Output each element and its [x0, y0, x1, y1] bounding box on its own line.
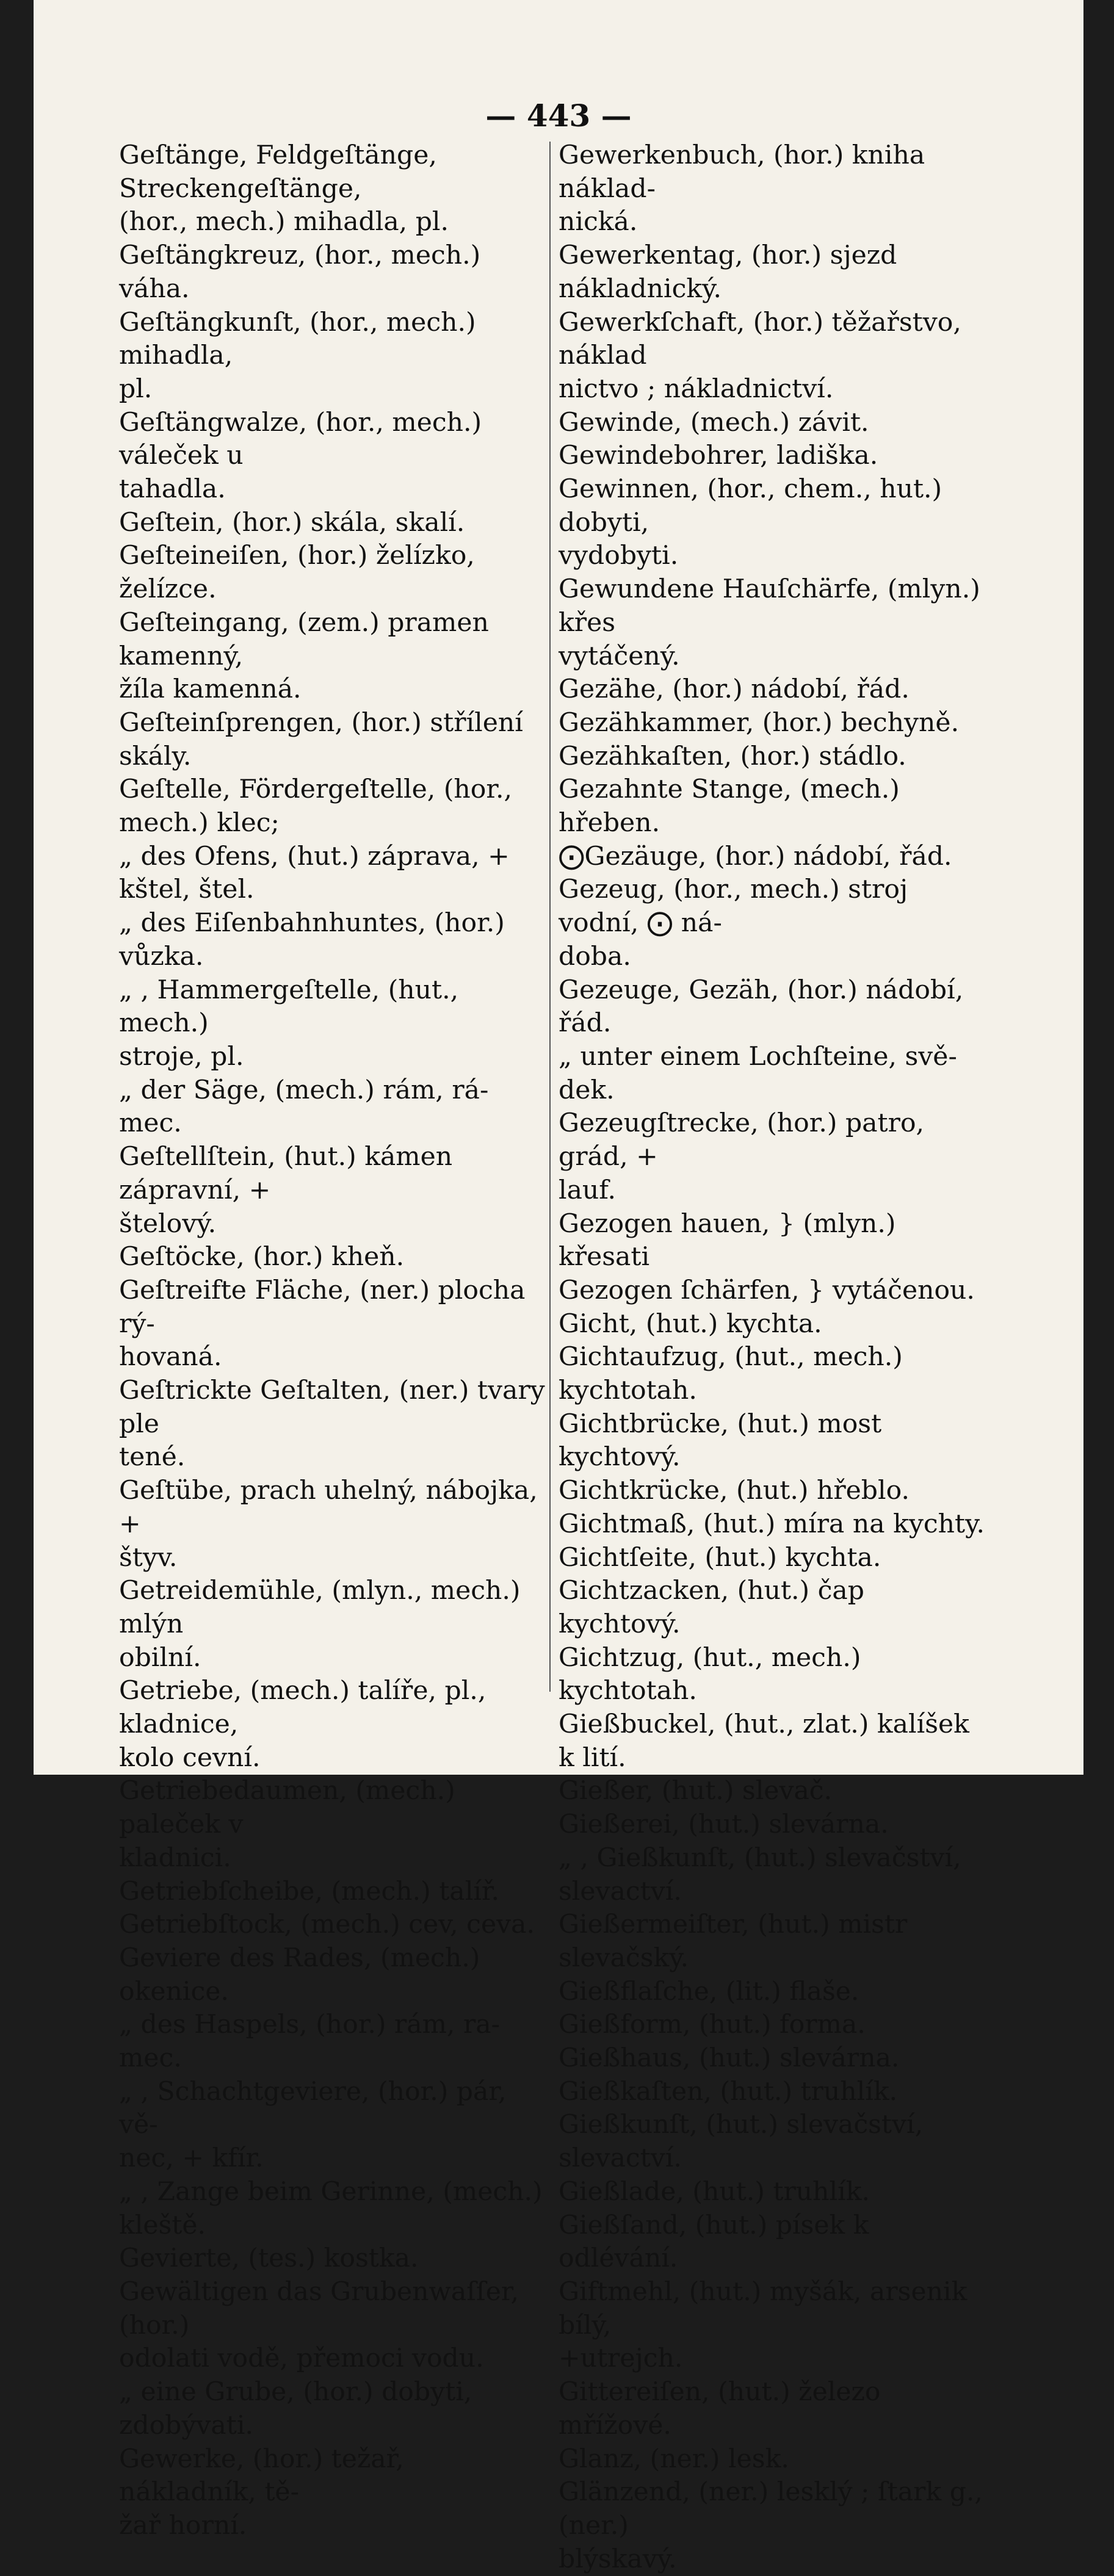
dictionary-line: Gittereiſen, (hut.) železo mřížové.: [559, 2377, 881, 2441]
dictionary-line: Getriebe, (mech.) talíře, pl., kladnice,: [119, 1676, 486, 1740]
dictionary-line: štelový.: [119, 1208, 217, 1239]
dictionary-line: Getriebſtock, (mech.) cev, ceva.: [119, 1910, 535, 1940]
dictionary-line: stroje, pl.: [119, 1041, 244, 1072]
dictionary-line: mec.: [119, 1108, 182, 1139]
dictionary-line: kštel, štel.: [119, 875, 255, 905]
dictionary-line: Gewinde, (mech.) závit.: [559, 407, 869, 438]
dictionary-line: Geſtreifte Fläche, (ner.) plocha rý-: [119, 1275, 526, 1339]
dictionary-line: Gezähkammer, (hor.) bechyně.: [559, 707, 960, 738]
dictionary-line: Geviere des Rades, (mech.) okenice.: [119, 1943, 480, 2007]
dictionary-line: Gießlade, (hut.) truhlík.: [559, 2176, 870, 2207]
dictionary-line: kolo cevní.: [119, 1742, 261, 1773]
dictionary-line: Gichtzug, (hut., mech.) kychtotah.: [559, 1642, 861, 1706]
dictionary-line: Gichtbrücke, (hut.) most kychtový.: [559, 1409, 882, 1473]
dictionary-line: dek.: [559, 1075, 615, 1105]
dictionary-line: mec.: [119, 2043, 182, 2074]
dictionary-line: Gichtaufzug, (hut., mech.) kychtotah.: [559, 1342, 903, 1406]
dictionary-line: odolati vodě, přemoci vodu.: [119, 2343, 484, 2374]
dictionary-line: „ eine Grube, (hor.) dobyti,: [119, 2377, 472, 2408]
dictionary-line: Geſteineiſen, (hor.) želízko, želízce.: [119, 541, 475, 605]
dictionary-line: kladnici.: [119, 1842, 231, 1873]
dictionary-line: Geſtelle, Fördergeſtelle, (hor., mech.) klec;: [119, 774, 513, 839]
dictionary-line: Geſteinſprengen, (hor.) střílení skály.: [119, 707, 523, 771]
dictionary-line: „ , Hammergeſtelle, (hut., mech.): [119, 975, 459, 1039]
dictionary-line: Gewerkenbuch, (hor.) kniha náklad-: [559, 140, 925, 204]
dictionary-line: Gießerei, (hut.) slevárna.: [559, 1809, 889, 1840]
dictionary-line: Gezahnte Stange, (mech.) hřeben.: [559, 774, 900, 839]
dictionary-line: Gießhaus, (hut.) slevárna.: [559, 2043, 900, 2074]
dictionary-line: hovaná.: [119, 1342, 222, 1373]
dictionary-line: „ der Säge, (mech.) rám, rá-: [119, 1075, 489, 1105]
dictionary-line: Gezogen ſchärfen, } vytáčenou.: [559, 1275, 975, 1305]
dictionary-line: Getriebedaumen, (mech.) paleček v: [119, 1776, 455, 1840]
dictionary-line: Gewinnen, (hor., chem., hut.) dobyti,: [559, 474, 942, 538]
dictionary-line: štyv.: [119, 1542, 178, 1573]
dictionary-line: „ , Schachtgeviere, (hor.) pár, vě-: [119, 2076, 507, 2140]
dictionary-line: obilní.: [119, 1642, 201, 1673]
dictionary-line: Gießbuckel, (hut., zlat.) kalíšek k lití.: [559, 1709, 969, 1773]
dictionary-line: Gießkunſt, (hut.) slevačství, slevactví.: [559, 2110, 924, 2174]
dictionary-line: „ , Gießkunſt, (hut.) slevačství,: [559, 1842, 961, 1873]
dictionary-line: Geſtänge, Feldgeſtänge, Streckengeſtänge,: [119, 140, 437, 204]
dictionary-line: Glänzend, (ner.) lesklý ; ſtark g., (ner.): [559, 2477, 983, 2541]
dictionary-line: žíla kamenná.: [119, 674, 302, 705]
dictionary-line: „ unter einem Lochſteine, svě-: [559, 1041, 957, 1072]
dictionary-line: žař horní.: [119, 2510, 247, 2541]
dictionary-line: kleště.: [119, 2210, 206, 2240]
dictionary-line: Gezähkaſten, (hor.) stádlo.: [559, 741, 906, 771]
dictionary-line: zdobývati.: [119, 2410, 253, 2441]
dictionary-line: Gießermeiſter, (hut.) mistr slevačský.: [559, 1910, 908, 1973]
dictionary-line: „ , Zange beim Gerinne, (mech.): [119, 2176, 543, 2207]
dictionary-line: Getreidemühle, (mlyn., mech.) mlýn: [119, 1576, 521, 1639]
dictionary-line: Gichtſeite, (hut.) kychta.: [559, 1542, 881, 1573]
dictionary-line: Gezähe, (hor.) nádobí, řád.: [559, 674, 910, 705]
dictionary-page: [34, 0, 1083, 2574]
dictionary-line: Gewerkentag, (hor.) sjezd nákladnický.: [559, 240, 897, 304]
dictionary-line: Gewindebohrer, ladiška.: [559, 441, 878, 471]
dictionary-line: Geſtängkunſt, (hor., mech.) mihadla,: [119, 307, 476, 371]
dictionary-line: „ des Haspels, (hor.) rám, ra-: [119, 2010, 500, 2040]
dictionary-line: Gewältigen das Grubenwaſſer, (hor.): [119, 2277, 519, 2340]
right-column: [559, 139, 986, 2576]
dictionary-line: Giftmehl, (hut.) myšák, arsenik bílý,: [559, 2277, 968, 2340]
dictionary-line: Gezeug, (hor., mech.) stroj vodní, ⨀ ná-: [559, 875, 908, 939]
dictionary-line: Gießflaſche, (lit.) flaše.: [559, 1976, 859, 2007]
dictionary-line: Geſteingang, (zem.) pramen kamenný,: [119, 607, 489, 671]
dictionary-line: Geſtängkreuz, (hor., mech.) váha.: [119, 240, 481, 304]
dictionary-line: nictvo ; nákladnictví.: [559, 373, 834, 404]
dictionary-line: Geſtübe, prach uhelný, nábojka, +: [119, 1476, 538, 1539]
dictionary-line: (hor., mech.) mihadla, pl.: [119, 207, 449, 237]
dictionary-line: Gießer, (hut.) slevač.: [559, 1776, 833, 1806]
dictionary-line: vůzka.: [119, 941, 204, 972]
dictionary-line: Gichtmaß, (hut.) míra na kychty.: [559, 1509, 985, 1539]
dictionary-line: lauf.: [559, 1175, 617, 1205]
dictionary-line: Gießform, (hut.) forma.: [559, 2010, 866, 2040]
dictionary-line: slevactví.: [559, 1876, 682, 1907]
dictionary-line: Gichtzacken, (hut.) čap kychtový.: [559, 1576, 864, 1639]
left-column: [119, 139, 546, 2543]
dictionary-line: Gezeugſtrecke, (hor.) patro, grád, +: [559, 1108, 925, 1172]
dictionary-line: tahadla.: [119, 474, 226, 505]
dictionary-line: Gezogen hauen, } (mlyn.) křesati: [559, 1208, 896, 1272]
dictionary-line: Glanz, (ner.) lesk.: [559, 2444, 789, 2474]
dictionary-line: Geſtrickte Geſtalten, (ner.) tvary ple: [119, 1376, 545, 1439]
dictionary-line: Geſtängwalze, (hor., mech.) váleček u: [119, 407, 482, 471]
dictionary-line: nická.: [559, 207, 638, 237]
column-divider: [549, 142, 551, 1692]
dictionary-line: Gevierte, (tes.) kostka.: [119, 2243, 419, 2274]
dictionary-line: Geſtöcke, (hor.) kheň.: [119, 1242, 405, 1272]
dictionary-line: nec, + kfír.: [119, 2143, 264, 2174]
dictionary-line: Gewerke, (hor.) težař, nákladník, tě-: [119, 2444, 404, 2508]
dictionary-line: doba.: [559, 941, 631, 972]
dictionary-line: „ des Eiſenbahnhuntes, (hor.): [119, 908, 505, 939]
dictionary-line: Gezeuge, Gezäh, (hor.) nádobí, řád.: [559, 975, 964, 1039]
dictionary-line: blýskavý.: [559, 2544, 677, 2574]
dictionary-line: tené.: [119, 1442, 186, 1473]
dictionary-line: „ des Ofens, (hut.) záprava, +: [119, 841, 510, 871]
dictionary-line: Gicht, (hut.) kychta.: [559, 1308, 822, 1339]
dictionary-line: vytáčený.: [559, 641, 680, 671]
dictionary-line: vydobyti.: [559, 541, 679, 571]
dictionary-line: Gießkaſten, (hut.) truhlík.: [559, 2076, 898, 2107]
dictionary-line: Gewerkſchaft, (hor.) těžařstvo, náklad: [559, 307, 961, 371]
dictionary-line: Gichtkrücke, (hut.) hřeblo.: [559, 1476, 910, 1506]
dictionary-line: +utrejch.: [559, 2343, 683, 2374]
dictionary-line: Gewundene Hauſchärfe, (mlyn.) křes: [559, 574, 980, 638]
page-number: — 443 —: [485, 98, 632, 134]
dictionary-line: pl.: [119, 373, 153, 404]
dictionary-line: Geſtein, (hor.) skála, skalí.: [119, 507, 465, 538]
dictionary-line: Geſtellſtein, (hut.) kámen zápravní, +: [119, 1142, 453, 1205]
dictionary-line: Gießſand, (hut.) písek k odlévání.: [559, 2210, 869, 2274]
dictionary-line: ⨀Gezäuge, (hor.) nádobí, řád.: [559, 841, 952, 871]
dictionary-line: Getriebſcheibe, (mech.) talíř.: [119, 1876, 500, 1907]
